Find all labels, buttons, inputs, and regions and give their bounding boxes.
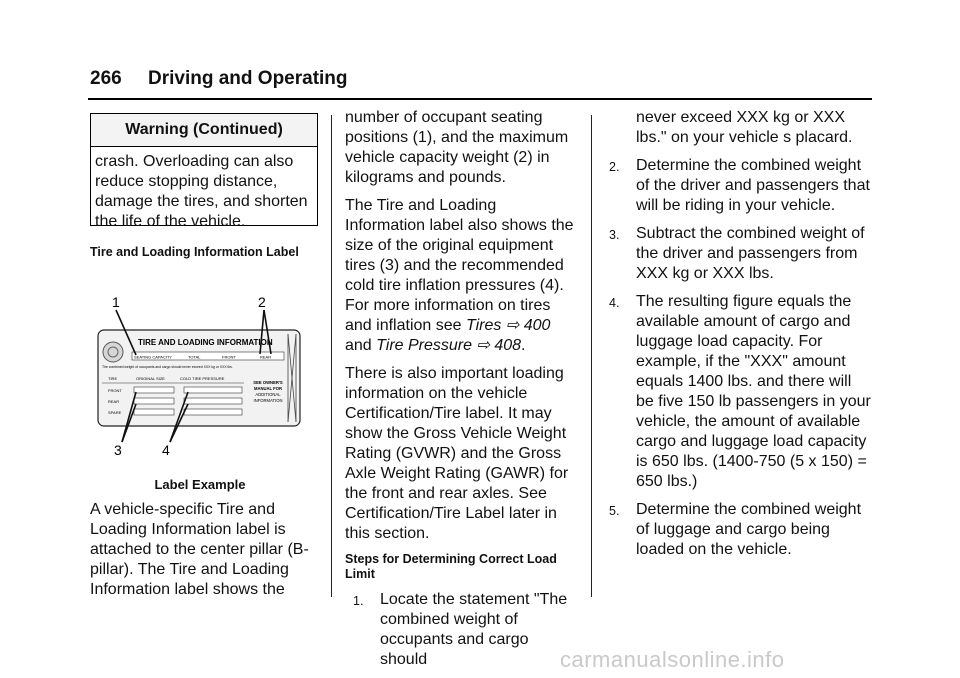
row-front-size-box: [134, 387, 174, 393]
watermark: carmanualsonline.info: [560, 647, 785, 672]
seating-total-label: TOTAL: [188, 354, 201, 360]
column-divider-2: [591, 115, 592, 597]
step-1-number: 1.: [353, 594, 364, 608]
tire-pressure-link[interactable]: Tire Pressure: [376, 337, 473, 354]
tire-label-subheading: Tire and Loading Information Label: [90, 245, 299, 259]
col2-paragraph-1: number of occupant seating positions (1), and the maximum vehicle capacity weight (2) in kilograms and pounds.: [345, 109, 569, 186]
col2-paragraph-2: [345, 196, 579, 356]
table-header-pressure: COLD TIRE PRESSURE: [180, 376, 225, 381]
step-3-text: Subtract the combined weight of the driver and passengers from XXX kg or XXX lbs.: [636, 225, 865, 282]
owners-note-line-1: SEE OWNER'S: [253, 380, 283, 385]
page-number: 266: [90, 68, 122, 89]
step-5-text: Determine the combined weight of luggage and cargo being loaded on the vehicle.: [636, 501, 862, 558]
step-4-number: 4.: [609, 296, 620, 310]
step-5-number: 5.: [609, 504, 620, 518]
callout-3: 3: [114, 442, 122, 458]
step-4: [609, 292, 871, 492]
row-front-label: FRONT: [108, 388, 122, 393]
callout-4: 4: [162, 442, 170, 458]
row-front-pressure-box: [184, 387, 242, 393]
page-header: [90, 68, 348, 90]
and-text: and: [345, 337, 377, 354]
row-rear-pressure-box: [184, 398, 242, 404]
table-header-size: ORIGINAL SIZE: [136, 376, 165, 381]
step-5: [609, 500, 871, 560]
steps-subheading: Steps for Determining Correct Load Limit: [345, 552, 557, 581]
callout-1: 1: [112, 294, 120, 310]
step-2-number: 2.: [609, 160, 620, 174]
row-spare-size-box: [134, 409, 174, 415]
tires-link[interactable]: Tires: [465, 317, 502, 334]
tires-page-ref[interactable]: ⇨ 400: [505, 317, 551, 334]
step-2: [609, 156, 871, 216]
step-2-text: Determine the combined weight of the driver and passengers that will be riding in your vehicle.: [636, 157, 870, 214]
column-2: [345, 108, 579, 678]
row-spare-pressure-box: [184, 409, 242, 415]
seating-capacity-label: SEATING CAPACITY: [134, 354, 173, 360]
warning-title: Warning (Continued): [91, 114, 317, 147]
step-3: [609, 224, 871, 284]
owners-note-line-2: MANUAL FOR: [253, 386, 283, 391]
tire-pressure-page-ref[interactable]: ⇨ 408: [476, 337, 522, 354]
step-1-text: Locate the statement "The combined weight of occupants and cargo should: [380, 591, 568, 668]
figure-caption: Label Example: [154, 477, 246, 492]
callout-2: 2: [258, 294, 266, 310]
warning-box: [90, 113, 318, 230]
tire-emblem-icon: [103, 342, 123, 362]
period-text: .: [521, 337, 526, 354]
owners-note-line-3: ADDITIONAL: [255, 392, 281, 397]
step-1: [353, 590, 579, 670]
header-rule: [88, 98, 872, 100]
row-rear-size-box: [134, 398, 174, 404]
row-rear-label: REAR: [108, 399, 120, 404]
owners-note-line-4: INFORMATION: [253, 398, 283, 403]
step-3-number: 3.: [609, 228, 620, 242]
seating-rear-label: REAR: [260, 354, 272, 360]
weight-note: The combined weight of occupants and cargo should never exceed XXX kg or XXX lbs.: [102, 365, 233, 369]
section-title: Driving and Operating: [148, 68, 348, 89]
label-title: TIRE AND LOADING INFORMATION: [138, 338, 273, 347]
warning-body: crash. Overloading can also reduce stopping distance, damage the tires, and shorten the life of the vehicle.: [95, 153, 308, 230]
column-3: [609, 108, 871, 568]
step-1-continued: never exceed XXX kg or XXX lbs." on your vehicle s placard.: [636, 109, 853, 146]
tire-loading-label-figure: [96, 292, 304, 462]
col2-paragraph-2-text: The Tire and Loading Information label also shows the size of the original equipment tires (3) and the recommended cold tire inflation pressures (4). For more information on tires and inflation see: [345, 197, 574, 334]
col1-paragraph: A vehicle-specific Tire and Loading Information label is attached to the center pillar (B-pillar). The Tire and Loading Information label shows the: [90, 501, 309, 598]
table-header-tire: TIRE: [108, 376, 118, 381]
col2-paragraph-3: There is also important loading information on the vehicle Certification/Tire label. It may show the Gross Vehicle Weight Rating (GVWR) and the Gross Axle Weight Rating (GAWR) for the front and rear axles. See Certification/Tire Label later in this section.: [345, 365, 569, 542]
seating-front-label: FRONT: [222, 354, 236, 360]
step-4-text: The resulting figure equals the available amount of cargo and luggage load capacity. For example, if the "XXX" amount equals 1400 lbs. and there will be five 150 lb passengers in your vehicle, the amount of available cargo and luggage load capacity is 650 lbs. (1400-750 (5 x 150) = 650 lbs.): [636, 293, 871, 490]
row-spare-label: SPARE: [108, 410, 122, 415]
column-divider-1: [331, 115, 332, 597]
